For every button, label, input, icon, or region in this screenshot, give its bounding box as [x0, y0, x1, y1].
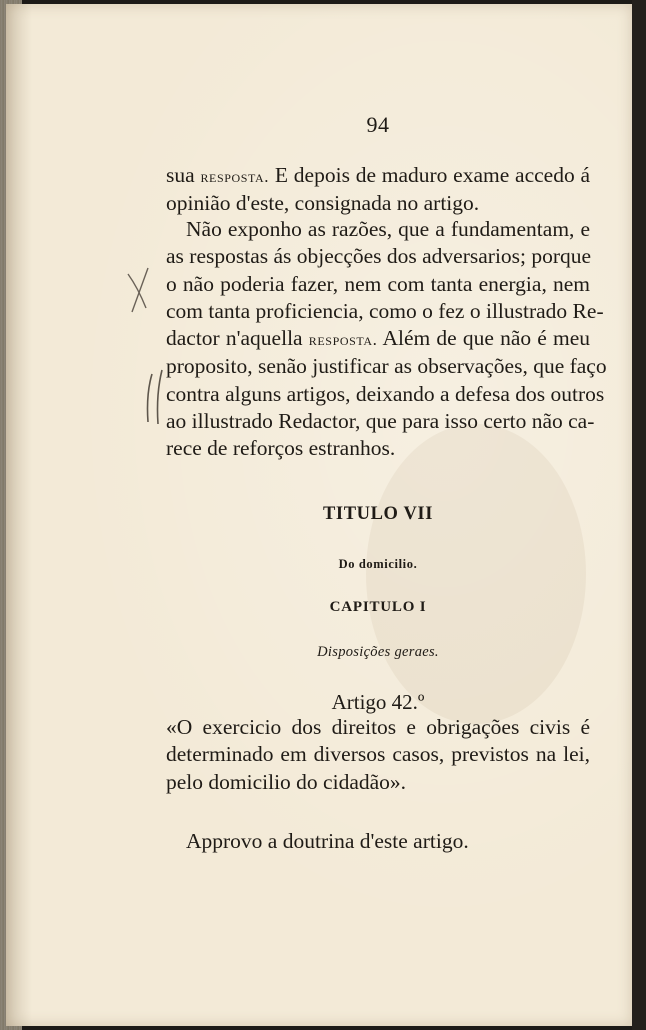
page-number: 94	[366, 112, 390, 137]
line-text: E depois de maduro exame accedo á	[274, 163, 591, 187]
text-line: opinião d'este, consignada no artigo.	[166, 191, 480, 216]
small-caps-text: resposta.	[200, 167, 270, 186]
text-line: rece de reforços estranhos.	[166, 436, 396, 461]
article-heading: Artigo 42.º	[331, 690, 425, 714]
text-line: o não poderia fazer, nem com tanta energia, nem	[166, 271, 590, 296]
line-text: sua	[166, 163, 195, 187]
book-page	[6, 4, 632, 1026]
text-line	[166, 325, 590, 353]
paragraph-4	[166, 828, 590, 855]
pencil-margin-marks	[118, 254, 168, 454]
scan-dark-edge	[632, 0, 646, 1030]
small-caps-text: resposta.	[308, 330, 378, 350]
text-line: proposito, senão justificar as observações, que faço	[166, 354, 607, 379]
section-title: TITULO VII	[322, 504, 434, 524]
text-line	[166, 162, 590, 190]
section-subtitle: Do domicilio.	[338, 557, 418, 571]
paragraph-2	[166, 216, 607, 463]
text-line: Não exponho as razões, que a fundamentam, e	[186, 217, 590, 241]
article-quote	[166, 714, 590, 796]
text-line: Approvo a doutrina d'este artigo.	[186, 829, 469, 853]
text-line: com tanta proficiencia, como o fez o illustrado Re-	[166, 298, 604, 323]
text-line: «O exercicio dos direitos e obrigações civis é	[166, 715, 590, 739]
text-line: ao illustrado Redactor, que para isso certo não ca-	[166, 409, 595, 434]
chapter-subtitle: Disposições geraes.	[317, 644, 439, 660]
paragraph-1	[166, 162, 590, 218]
line-text: dactor n'aquella	[166, 326, 303, 351]
text-line: determinado em diversos casos, previstos na lei,	[166, 742, 590, 767]
text-line: pelo domicilio do cidadão».	[166, 769, 407, 794]
text-line: contra alguns artigos, deixando a defesa dos outros	[166, 381, 605, 406]
paper-stain	[366, 424, 586, 724]
text-line: as respostas ás objecções dos adversarios; porque	[166, 244, 592, 269]
chapter-title: CAPITULO I	[329, 599, 427, 615]
line-text: Além de que não é meu	[382, 326, 591, 351]
